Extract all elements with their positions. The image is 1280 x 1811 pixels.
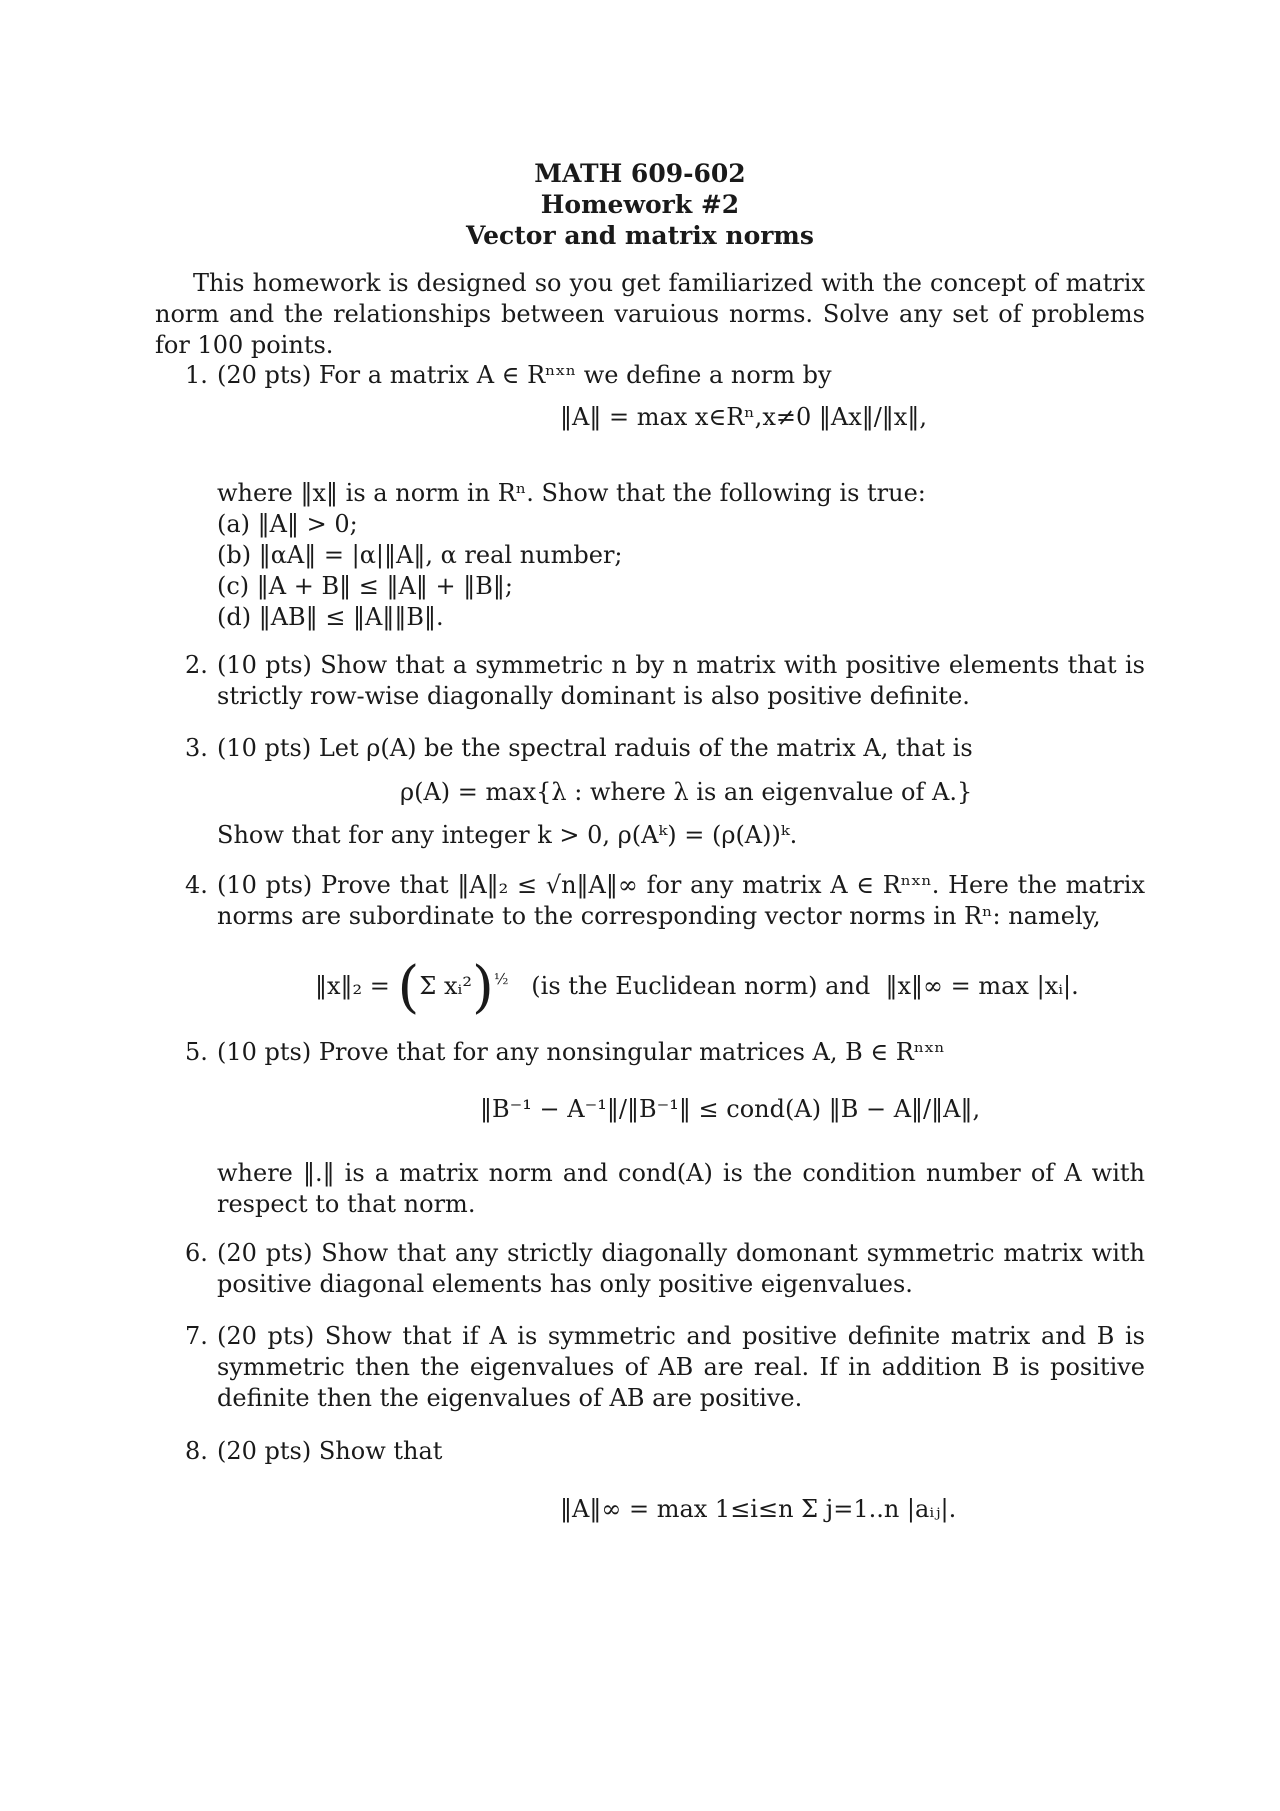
topic-title: Vector and matrix norms	[466, 221, 814, 250]
spectral-radius-formula: ρ(A) = max{λ : where λ is an eigenvalue of A.}	[400, 778, 973, 806]
course-title: MATH 609-602	[534, 159, 746, 188]
list-item: (b) ‖αA‖ = |α|‖A‖, α real number;	[217, 541, 623, 569]
problem-5	[185, 1037, 1145, 1068]
problem-after: Show that for any integer k > 0, ρ(Aᵏ) = (ρ(A))ᵏ.	[217, 821, 798, 849]
problem-text: Show that any strictly diagonally domonant symmetric matrix with positive diagonal elements has only positive eigenvalues.	[217, 1239, 1145, 1298]
problem-points: (10 pts)	[217, 1038, 312, 1066]
problem-number: 2.	[185, 651, 208, 679]
problem-lead: Prove that for any nonsingular matrices A, B ∈ Rⁿˣⁿ	[318, 1038, 945, 1066]
homework-title: Homework #2	[540, 190, 740, 219]
problem-points: (20 pts)	[217, 1322, 315, 1350]
condition-number-formula: ‖B⁻¹ − A⁻¹‖/‖B⁻¹‖ ≤ cond(A) ‖B − A‖/‖A‖,	[480, 1095, 981, 1123]
problem-text: Show that a symmetric n by n matrix with positive elements that is strictly row-wise diagonally dominant is also positive definite.	[217, 651, 1145, 710]
list-item: (d) ‖AB‖ ≤ ‖A‖‖B‖.	[217, 603, 444, 631]
problem-7	[185, 1321, 1145, 1414]
right-paren: )	[472, 955, 494, 1020]
problem-after: where ‖x‖ is a norm in Rⁿ. Show that the following is true:	[217, 479, 926, 507]
problem-points: (10 pts)	[217, 651, 312, 679]
formula-middle: (is the Euclidean norm) and	[531, 972, 871, 1000]
intro-paragraph: This homework is designed so you get familiarized with the concept of matrix norm and the relationships between varuious norms. Solve any set of problems for 100 points.	[155, 269, 1145, 359]
problem-lead: Prove that ‖A‖₂ ≤ √n‖A‖∞ for any matrix A ∈ Rⁿˣⁿ. Here the matrix norms are subordinate to the corresponding vector norms in Rⁿ: namely,	[217, 871, 1145, 930]
norm-definition-formula: ‖A‖ = max x∈Rⁿ,x≠0 ‖Ax‖/‖x‖,	[560, 403, 927, 431]
problem-points: (10 pts)	[217, 871, 313, 899]
left-paren: (	[397, 955, 420, 1020]
problem-number: 3.	[185, 734, 208, 762]
problem-points: (20 pts)	[217, 1437, 312, 1465]
problem-4	[185, 870, 1145, 932]
problem-points: (10 pts)	[217, 734, 312, 762]
problem-lead: For a matrix A ∈ Rⁿˣⁿ we define a norm by	[318, 361, 832, 389]
problem-points: (20 pts)	[217, 361, 312, 389]
problem-number: 4.	[185, 871, 208, 899]
problem-5-continued	[185, 1158, 1145, 1220]
list-item: (c) ‖A + B‖ ≤ ‖A‖ + ‖B‖;	[217, 572, 513, 600]
problem-after: where ‖.‖ is a matrix norm and cond(A) is the condition number of A with respect to that norm.	[217, 1159, 1145, 1218]
problem-number: 5.	[185, 1038, 208, 1066]
title-block	[0, 158, 1280, 251]
problem-1-continued	[185, 478, 1145, 633]
exponent-half: ½	[493, 970, 509, 988]
list-item: (a) ‖A‖ > 0;	[217, 510, 358, 538]
problem-lead: Let ρ(A) be the spectral raduis of the matrix A, that is	[318, 734, 973, 762]
euclidean-norm-formula	[315, 955, 1079, 1020]
problem-number: 7.	[185, 1322, 208, 1350]
problem-text: Show that if A is symmetric and positive definite matrix and B is symmetric then the eigenvalues of AB are real. If in addition B is positive definite then the eigenvalues of AB are positive.	[217, 1322, 1145, 1412]
problem-6	[185, 1238, 1145, 1300]
formula-right: ‖x‖∞ = max |xᵢ|.	[885, 972, 1079, 1000]
problem-lead: Show that	[318, 1437, 443, 1465]
problem-number: 6.	[185, 1239, 208, 1267]
problem-number: 1.	[185, 361, 208, 389]
formula-sum: Σ xᵢ²	[419, 972, 472, 1000]
problem-number: 8.	[185, 1437, 208, 1465]
infinity-norm-formula: ‖A‖∞ = max 1≤i≤n Σ j=1..n |aᵢⱼ|.	[560, 1495, 957, 1523]
problem-3	[185, 733, 1145, 764]
problem-3-continued	[185, 820, 1145, 851]
problem-2	[185, 650, 1145, 712]
formula-left: ‖x‖₂ =	[315, 972, 390, 1000]
problem-1	[185, 360, 1145, 391]
problem-points: (20 pts)	[217, 1239, 313, 1267]
problem-8	[185, 1436, 1145, 1467]
